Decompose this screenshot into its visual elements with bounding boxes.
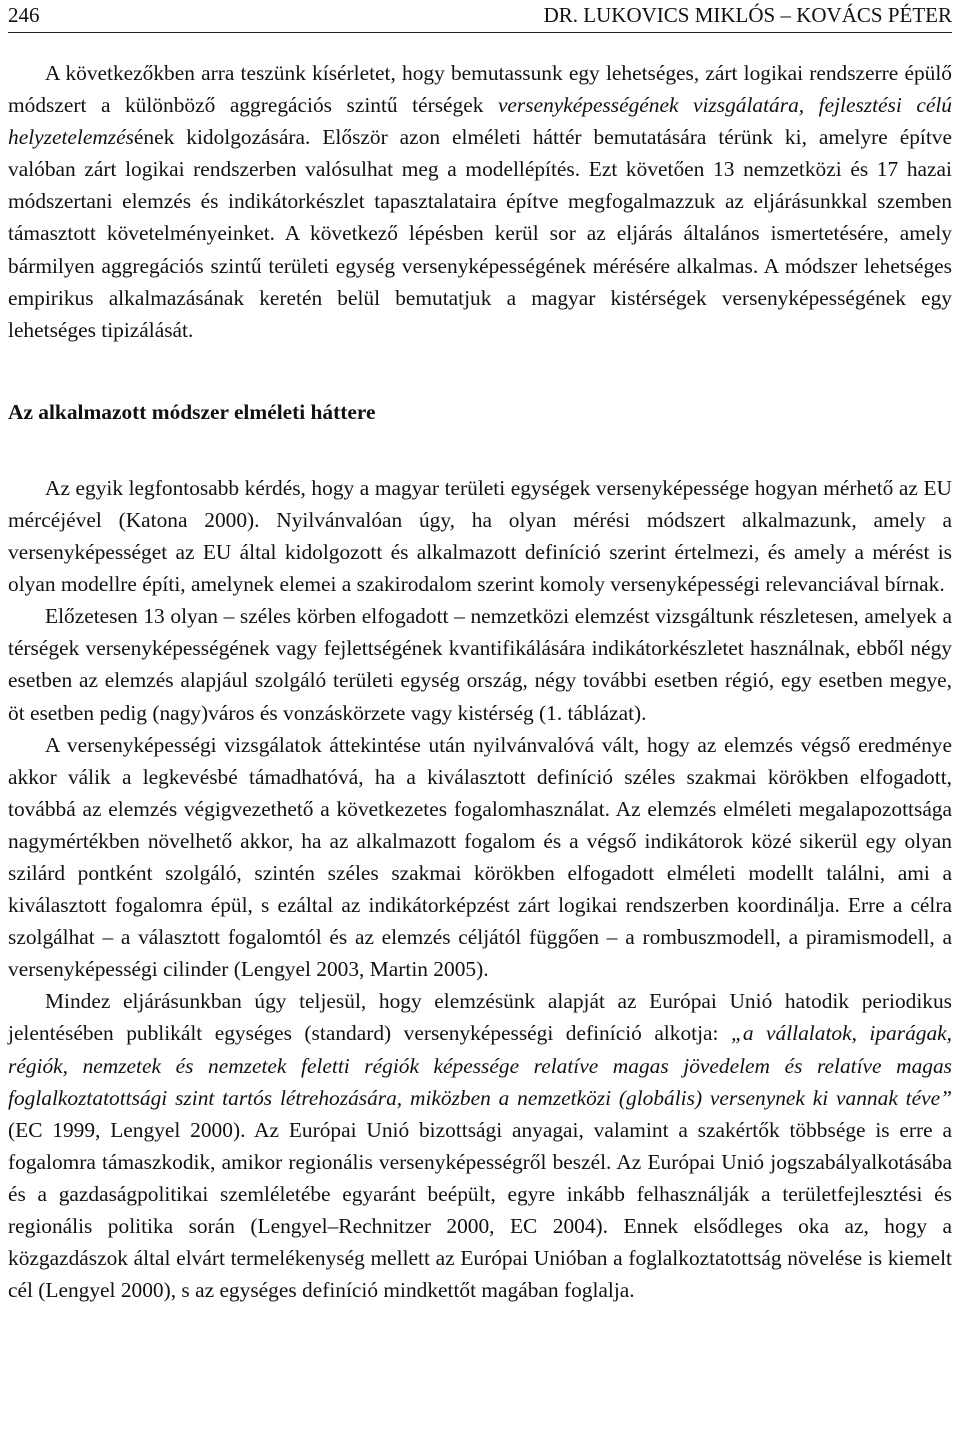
intro-text-3: Először azon elméleti háttér bemutatására térünk ki, amelyre építve valóban zárt logikai rendszerben valósulhat meg a modellépítés. Ezt követően 13 nemzetközi és 17 hazai módszertani elemzés és indikátorkészlet tapasztalataira építve megfogalmazzuk az eljárásunkkal szemben támasztott követelményeinket. A következő lépésben kerül sor az eljárás általános ismertetésére, amely bármilyen aggregációs szintű területi egység versenyképességének mérésére alkalmas. A módszer lehetséges empirikus alkalmazásának keretén belül bemutatjuk a magyar kistérségek versenyképességének egy lehetséges tipizálását. <box>8 125 952 342</box>
article-body <box>8 57 952 1306</box>
paragraph-4-text-2: (EC 1999, Lengyel 2000). Az Európai Unió bizottsági anyagai, valamint a szakértők többsége is erre a fogalomra támaszkodik, amikor regionális versenyképességről beszél. Az Európai Unió jogszabályalkotásába és a gazdaságpolitikai szemléletébe egyaránt beépült, egyre inkább felhasználják a területfejlesztési és regionális politika során (Lengyel–Rechnitzer 2000, EC 2004). Ennek elsődleges oka az, hogy a közgazdászok által elvárt termelékenység mellett az Európai Unióban a foglalkoztatottság növelése is kiemelt cél (Lengyel 2000), s az egységes definíció mindkettőt magában foglalja. <box>8 1117 952 1303</box>
intro-text-2: ének kidolgozására. <box>133 125 311 150</box>
intro-italic-text: versenyképességének vizsgálatára, fejlesztési célú helyzetelemzés <box>8 93 952 150</box>
body-paragraph-1: Az egyik legfontosabb kérdés, hogy a magyar területi egységek versenyképessége hogyan mérhető az EU mércéjével (Katona 2000). Nyilvánvalóan úgy, ha olyan mérési módszert alkalmazunk, amely a versenyképességet az EU által kidolgozott és alkalmazott definíció szerint értelmezi, és amely a mérést is olyan modellre építi, amelynek elemei a szakirodalom szerint komoly versenyképességi relevanciával bírnak. <box>8 475 952 597</box>
body-paragraph-3: A versenyképességi vizsgálatok áttekintése után nyilvánvalóvá vált, hogy az elemzés végső eredménye akkor válik a legkevésbé támadhatóvá, ha a kiválasztott definíció széles szakmai körökben elfogadott, továbbá az elemzés végigvezethető a következetes fogalomhasználat. Az elemzés elméleti megalapozottsága nagymértékben növelhető akkor, ha az alkalmazott fogalom és a végső indikátorok közé sikerül egy olyan szilárd pontként szolgáló, szintén széles szakmai körökben elfogadott elméleti modellt találni, ami a kiválasztott fogalomra épül, s ezáltal az indikátorképzést zárt logikai rendszerben koordinálja. Erre a célra szolgálhat – a választott fogalomtól és az elemzés céljától függően – a rombuszmodell, a piramismodell, a versenyképességi cilinder (Lengyel 2003, Martin 2005). <box>8 732 952 982</box>
page-number: 246 <box>8 3 40 27</box>
body-paragraph-2: Előzetesen 13 olyan – széles körben elfogadott – nemzetközi elemzést vizsgáltunk részletesen, amelyek a térségek versenyképességének vagy fejlettségének kvantifikálására indikátorkészletet használnak, ebből négy esetben az elemzés alapjául szolgáló területi egység ország, négy további esetben régió, egy esetben megye, öt esetben pedig (nagy)város és vonzáskörzete vagy kistérség (1. táblázat). <box>8 604 952 725</box>
page-header <box>8 0 952 33</box>
intro-paragraph <box>8 57 952 346</box>
section-heading: Az alkalmazott módszer elméleti háttere <box>8 399 376 424</box>
running-title: DR. LUKOVICS MIKLÓS – KOVÁCS PÉTER <box>543 3 952 27</box>
paragraph-4-text-1: Mindez eljárásunkban úgy teljesül, hogy elemzésünk alapját az Európai Unió hatodik periodikus jelentésében publikált egységes (standard) versenyképességi definíció alkotja: <box>8 989 952 1046</box>
intro-text-1: A következőkben arra teszünk kísérletet, hogy bemutassunk egy lehetséges, zárt logikai rendszerre épülő módszert a különböző aggregációs szintű térségek <box>8 61 952 118</box>
definition-quote: „a vállalatok, iparágak, régiók, nemzetek és nemzetek feletti régiók képessége relatíve magas jövedelem és relatíve magas foglalkoztatottsági szint tartós létrehozására, miközben a nemzetközi (globális) versenynek ki vannak téve” <box>8 1021 952 1110</box>
body-paragraph-4 <box>8 985 952 1306</box>
